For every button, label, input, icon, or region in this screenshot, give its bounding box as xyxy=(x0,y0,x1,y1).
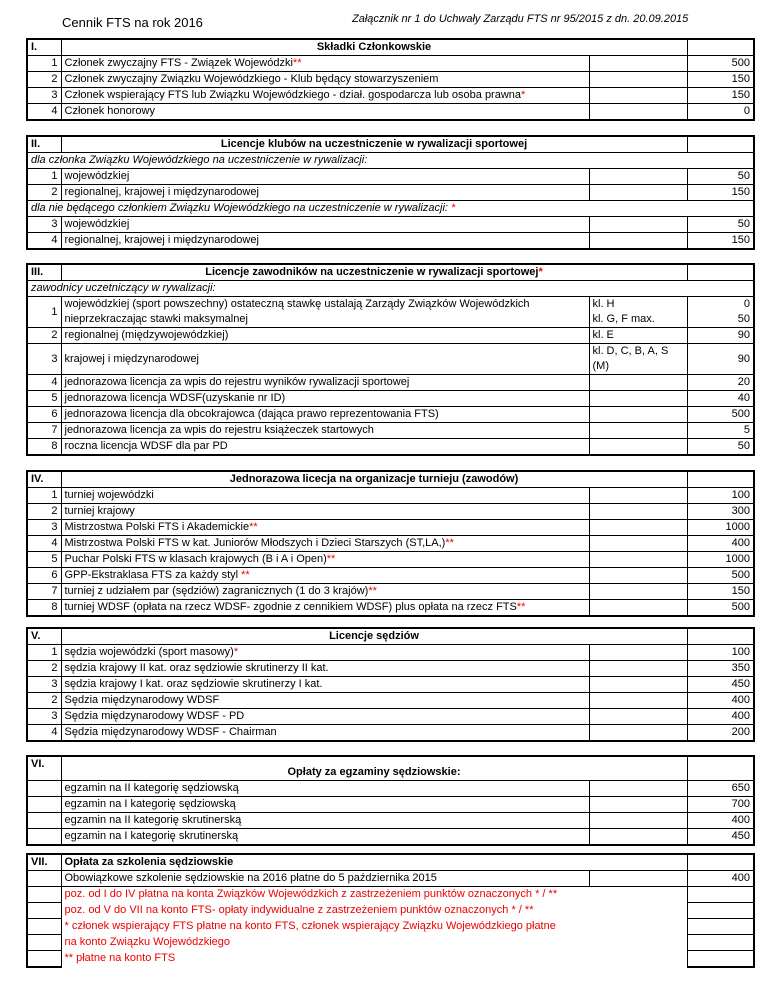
fee-mark: ** xyxy=(241,569,250,581)
table-row: 3 sędzia krajowy I kat. oraz sędziowie skrutinerzy I kat. 450 xyxy=(27,677,754,693)
section-number: II. xyxy=(27,136,61,153)
table-row: 8 roczna licencja WDSF dla par PD 50 xyxy=(27,439,754,456)
table-row: 2 regionalnej, krajowej i międzynarodowej 150 xyxy=(27,185,754,201)
price-value: 150 xyxy=(687,584,754,600)
note-row xyxy=(27,951,754,968)
section-number: VI. xyxy=(27,756,61,780)
price-value: 20 xyxy=(687,375,754,391)
section-header: III. Licencje zawodników na uczestniczenie w rywalizacji sportowej* xyxy=(27,264,754,281)
table-row: 6 GPP-Ekstraklasa FTS za każdy styl ** 500 xyxy=(27,568,754,584)
section-header xyxy=(27,628,754,645)
table-row: 4 Sędzia międzynarodowy WDSF - Chairman 200 xyxy=(27,725,754,742)
table-row: 3 Mistrzostwa Polski FTS i Akademickie** 1000 xyxy=(27,520,754,536)
price-value: 150 xyxy=(687,233,754,250)
table-row: egzamin na I kategorię skrutinerską 450 xyxy=(27,828,754,845)
table-row: 5 jednorazowa licencja WDSF(uzyskanie nr ID) 40 xyxy=(27,391,754,407)
price-value: 500 xyxy=(687,56,754,72)
price-value: 50 xyxy=(687,217,754,233)
section-header xyxy=(27,136,754,153)
note-row xyxy=(27,919,754,935)
price-value: 500 xyxy=(687,600,754,617)
table-row: 1 wojewódzkiej 50 xyxy=(27,169,754,185)
price-value: 200 xyxy=(687,725,754,742)
section-header xyxy=(27,471,754,488)
price-value: 650 xyxy=(687,780,754,796)
price-value: 500 xyxy=(687,407,754,423)
fee-mark: ** xyxy=(445,537,454,549)
price-value: 100 xyxy=(687,645,754,661)
table-row: 7 turniej z udziałem par (sędziów) zagranicznych (1 do 3 krajów)** 150 xyxy=(27,584,754,600)
subheading-row: dla członka Związku Wojewódzkiego na uczestniczenie w rywalizacji: xyxy=(27,153,754,169)
section-2-table xyxy=(26,135,755,250)
price-value: 350 xyxy=(687,661,754,677)
section-number: III. xyxy=(27,264,61,281)
price-value: 400 xyxy=(687,709,754,725)
payment-note: na konto Związku Wojewódzkiego xyxy=(64,936,230,948)
price-value: 50 xyxy=(687,439,754,456)
fee-mark: * xyxy=(233,646,239,658)
section-title: Licencje sędziów xyxy=(61,628,687,645)
section-3-table xyxy=(26,263,755,456)
price-value: 1000 xyxy=(687,520,754,536)
table-row: 2 Członek zwyczajny Związku Wojewódzkiego - Klub będący stowarzyszeniem 150 xyxy=(27,72,754,88)
table-row: egzamin na I kategorię sędziowską 700 xyxy=(27,796,754,812)
price-value: 300 xyxy=(687,504,754,520)
table-row: 8 turniej WDSF (opłata na rzecz WDSF- zgodnie z cennikiem WDSF) plus opłata na rzecz FTS** 500 xyxy=(27,600,754,617)
table-row: 4 Mistrzostwa Polski FTS w kat. Juniorów Młodszych i Dzieci Starszych (ST,LA,)** 400 xyxy=(27,536,754,552)
fee-mark: ** xyxy=(368,585,377,597)
fee-mark: ** xyxy=(249,521,258,533)
fee-mark: ** xyxy=(516,601,526,613)
table-row: 3 krajowej i międzynarodowej kl. D, C, B, A, S (M) 90 xyxy=(27,344,754,375)
payment-note: poz. od I do IV płatna na konta Związków Wojewódzkich z zastrzeżeniem punktów oznaczonych * / ** xyxy=(64,888,558,901)
table-row: 3 Członek wspierający FTS lub Związku Wojewódzkiego - dział. gospodarcza lub osoba prawna* 150 xyxy=(27,88,754,104)
subheading-row: dla nie będącego członkiem Związku Wojewódzkiego na uczestniczenie w rywalizacji: * xyxy=(27,201,754,217)
price-value: 450 xyxy=(687,828,754,845)
price-value: 40 xyxy=(687,391,754,407)
section-title: Składki Członkowskie xyxy=(61,39,687,56)
section-1-table xyxy=(26,38,755,121)
section-title: Opłaty za egzaminy sędziowskie: xyxy=(61,756,687,780)
section-6-table xyxy=(26,755,755,846)
price-value: 0 xyxy=(687,104,754,121)
section-title: Licencje zawodników na uczestniczenie w rywalizacji sportowej xyxy=(205,266,539,278)
section-number: IV. xyxy=(27,471,61,488)
table-row: 4 regionalnej, krajowej i międzynarodowej 150 xyxy=(27,233,754,250)
section-number: V. xyxy=(27,628,61,645)
note-row xyxy=(27,935,754,951)
attachment-note: Załącznik nr 1 do Uchwały Zarządu FTS nr 95/2015 z dn. 20.09.2015 xyxy=(352,13,689,25)
fee-mark: ** xyxy=(326,553,336,565)
section-number: I. xyxy=(27,39,61,56)
section-header xyxy=(27,854,754,871)
price-value: 500 xyxy=(687,568,754,584)
price-value: 150 xyxy=(687,88,754,104)
document-title: Cennik FTS na rok 2016 xyxy=(62,15,203,30)
section-number: VII. xyxy=(27,854,61,871)
table-row: 1 Członek zwyczajny FTS - Związek Wojewódzki** 500 xyxy=(27,56,754,72)
section-header xyxy=(27,756,754,780)
table-row: 3 wojewódzkiej 50 xyxy=(27,217,754,233)
price-value: 150 xyxy=(687,185,754,201)
price-value: 450 xyxy=(687,677,754,693)
payment-note: * członek wspierający FTS płatne na konto FTS, członek wspierający Związku Wojewódzkiego płatne xyxy=(64,920,556,932)
table-row: 4 jednorazowa licencja za wpis do rejestru wyników rywalizacji sportowej 20 xyxy=(27,375,754,391)
note-row xyxy=(27,887,754,903)
section-title: Jednorazowa licecja na organizacje turnieju (zawodów) xyxy=(61,471,687,488)
price-value: 0 xyxy=(743,298,750,310)
price-value: 100 xyxy=(687,488,754,504)
table-row: 7 jednorazowa licencja za wpis do rejestru książeczek startowych 5 xyxy=(27,423,754,439)
price-value: 50 xyxy=(737,313,750,325)
table-row: egzamin na II kategorię sędziowską 650 xyxy=(27,780,754,796)
payment-note: ** płatne na konto FTS xyxy=(64,952,176,965)
price-value: 400 xyxy=(687,812,754,828)
table-row: 6 jednorazowa licencja dla obcokrajowca (dająca prawo reprezentowania FTS) 500 xyxy=(27,407,754,423)
price-value: 50 xyxy=(687,169,754,185)
table-row: 5 Puchar Polski FTS w klasach krajowych (B i A i Open)** 1000 xyxy=(27,552,754,568)
table-row: egzamin na II kategorię skrutinerską 400 xyxy=(27,812,754,828)
table-row: 2 Sędzia międzynarodowy WDSF 400 xyxy=(27,693,754,709)
section-5-table xyxy=(26,627,755,742)
note-row xyxy=(27,903,754,919)
section-4-table xyxy=(26,470,755,617)
price-value: 150 xyxy=(687,72,754,88)
table-row: 1 sędzia wojewódzki (sport masowy)* 100 xyxy=(27,645,754,661)
table-row: 4 Członek honorowy 0 xyxy=(27,104,754,121)
section-title: Licencje klubów na uczestniczenie w rywalizacji sportowej xyxy=(61,136,687,153)
price-value: 400 xyxy=(687,871,754,887)
fee-mark: * xyxy=(521,89,526,101)
price-value: 400 xyxy=(687,536,754,552)
price-value: 90 xyxy=(687,344,754,375)
table-row: 1 wojewódzkiej (sport powszechny) ostateczną stawkę ustalają Zarządy Związków Wojewódzkich nieprzekraczając stawki maksymalnej kl. H kl. G, F max. 0 50 xyxy=(27,297,754,328)
fee-mark: ** xyxy=(292,57,302,69)
price-value: 5 xyxy=(687,423,754,439)
table-row: 2 turniej krajowy 300 xyxy=(27,504,754,520)
table-row: 2 regionalnej (międzywojewódzkiej) kl. E 90 xyxy=(27,328,754,344)
section-7-table xyxy=(26,853,755,968)
price-value: 90 xyxy=(687,328,754,344)
payment-note: poz. od V do VII na konto FTS- opłaty indywidualne z zastrzeżeniem punktów oznaczonych * / ** xyxy=(64,904,534,916)
section-header xyxy=(27,39,754,56)
price-value: 1000 xyxy=(687,552,754,568)
section-title: Opłata za szkolenia sędziowskie xyxy=(61,854,687,871)
table-row: 2 sędzia krajowy II kat. oraz sędziowie skrutinerzy II kat. 350 xyxy=(27,661,754,677)
table-row: 1 turniej wojewódzki 100 xyxy=(27,488,754,504)
price-value: 700 xyxy=(687,796,754,812)
subheading-row: zawodnicy uczetniczący w rywalizacji: xyxy=(27,281,754,297)
table-row: 3 Sędzia międzynarodowy WDSF - PD 400 xyxy=(27,709,754,725)
table-row: Obowiązkowe szkolenie sędziowskie na 2016 płatne do 5 października 2015 400 xyxy=(27,871,754,887)
price-value: 400 xyxy=(687,693,754,709)
